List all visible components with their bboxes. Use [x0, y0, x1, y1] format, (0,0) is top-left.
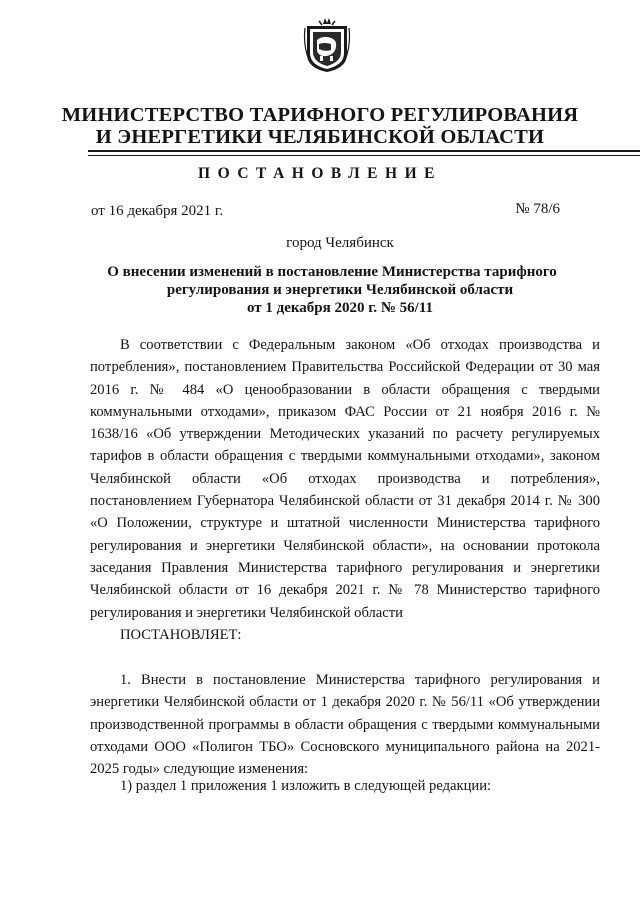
preamble-paragraph: В соответствии с Федеральным законом «Об отходах производства и потребления», постановлением Правительства Российской Федерации от 30 мая 2016 г. № 484 «О ценообразовании в области обращения с твердыми коммунальными отходами», приказом ФАС России от 21 ноября 2016 г. № 1638/16 «Об утверждении Методических указаний по расчету регулируемых тарифов в области обращения с твердыми коммунальными отходами», законом Челябинской области «Об отходах производства и потребления», постановлением Губернатора Челябинской области от 31 декабря 2014 г. № 300 «О Положении, структуре и штатной численности Министерства тарифного регулирования и энергетики Челябинской области», на основании протокола заседания Правления Министерства тарифного регулирования и энергетики Челябинской области от 16 декабря 2021 г. № 78 Министерство тарифного регулирования и энергетики Челябинской области	[90, 337, 600, 621]
decree-word: ПОСТАНОВЛЯЕТ:	[120, 626, 242, 643]
document-number: № 78/6	[515, 201, 560, 217]
document-title-line3: от 1 декабря 2020 г. № 56/11	[246, 300, 434, 316]
ministry-name-line2: И ЭНЕРГЕТИКИ ЧЕЛЯБИНСКОЙ ОБЛАСТИ	[95, 126, 545, 148]
document-title-line1: О внесении изменений в постановление Министерства тарифного	[107, 264, 557, 280]
document-city: город Челябинск	[286, 235, 394, 251]
header-rule-thin	[88, 155, 640, 156]
header-rule-thick	[88, 150, 640, 152]
document-date: от 16 декабря 2021 г.	[91, 203, 224, 219]
ministry-name-line1: МИНИСТЕРСТВО ТАРИФНОГО РЕГУЛИРОВАНИЯ	[61, 104, 579, 126]
point-1-paragraph: 1. Внести в постановление Министерства тарифного регулирования и энергетики Челябинской области от 1 декабря 2020 г. № 56/11 «Об утверждении производственной программы в области обращения с твердыми коммунальными отходами ООО «Полигон ТБО» Сосновского муниципального района на 2021-2025 годы» следующие изменения:	[90, 672, 600, 778]
document-type: ПОСТАНОВЛЕНИЕ	[198, 165, 442, 182]
coat-of-arms-icon	[303, 16, 351, 74]
document-body-preamble	[90, 334, 600, 646]
subpoint-1: 1) раздел 1 приложения 1 изложить в следующей редакции:	[120, 778, 492, 794]
document-body-point1	[90, 669, 600, 780]
document-title-line2: регулирования и энергетики Челябинской области	[166, 282, 514, 298]
